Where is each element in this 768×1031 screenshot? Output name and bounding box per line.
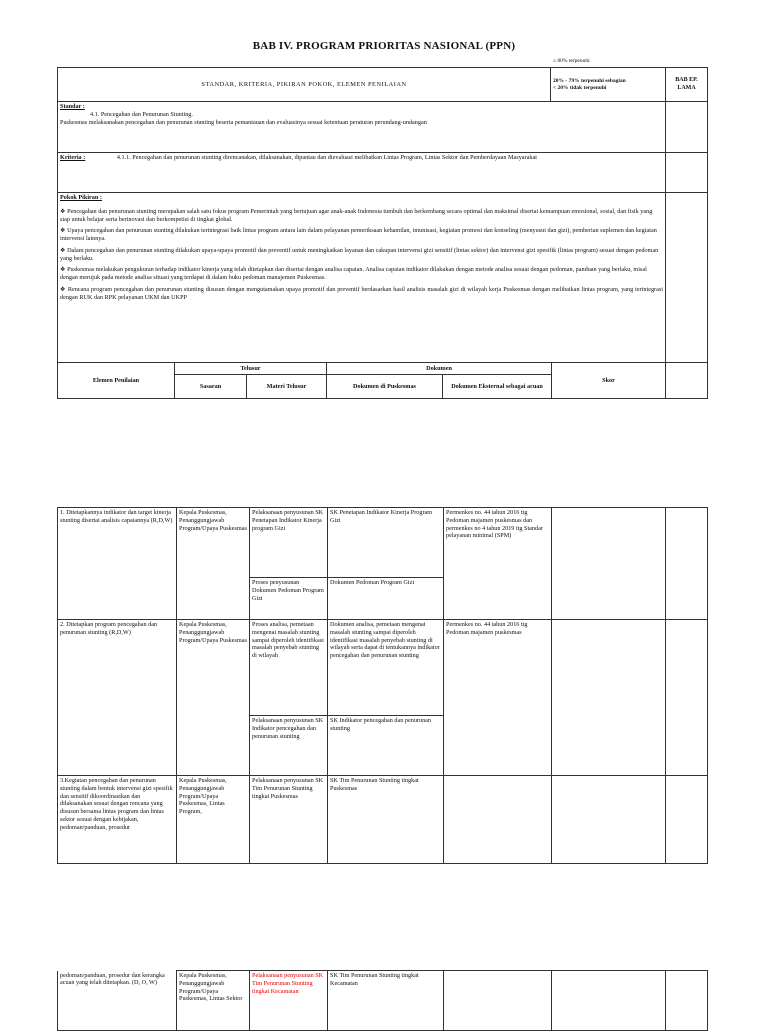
extra-3	[666, 776, 708, 864]
element-header-table	[57, 362, 708, 399]
materi-3a: Pelaksanaan penyusunan SK Tim Penurunan Stunting tingkat Puskesmas	[250, 776, 328, 864]
sasaran-2: Kepala Puskesmas, Penanggungjawab Program/Upaya Puskesmas	[177, 620, 250, 776]
skor-3	[552, 776, 666, 864]
kriteria-cell	[58, 153, 666, 193]
skor-1	[552, 508, 666, 620]
col-telusur: Telusur	[175, 363, 327, 375]
col-skor: Skor	[552, 363, 666, 399]
standar-empty	[666, 102, 708, 153]
pokok-empty	[666, 193, 708, 363]
standar-cell	[58, 102, 666, 153]
header-main: STANDAR, KRITERIA, PIKIRAN POKOK, ELEMEN PENILAIAN	[58, 68, 551, 102]
sasaran-1: Kepala Puskesmas, Penanggungjawab Program/Upaya Puskesmas	[177, 508, 250, 620]
col-dokumen: Dokumen	[327, 363, 552, 375]
pokok-point: ❖ Puskesmas melakukan pengukuran terhadap indikator kinerja yang telah ditetapkan dan disertai dengan analisa capaian. Analisa capaian indikator dilakukan dengan metode analisa sesuai dengan pedoman, panduan yang berlaku, misal dengan merujuk pada metode analisa situasi yang terdapat di dalam buku pedoman manajemen Puskesmas.	[60, 266, 647, 281]
materi-3b: Pelaksanaan penyusunan SK Tim Penurunan Stunting tingkat Kecamatan	[250, 971, 328, 1031]
document-title: BAB IV. PROGRAM PRIORITAS NASIONAL (PPN)	[252, 40, 516, 52]
dok-2a: Dokumen analisa, pemetaan mengenai masalah stunting sampai diperoleh identifikasi masalah penyebab stunting di wilayah serta dapat di tentukannya indikator pencegahan dan penurunan stunting	[328, 620, 444, 716]
legend-none: < 20% tidak terpenuhi	[553, 84, 607, 91]
element-rows-table	[57, 507, 708, 864]
legend-partial: 20% - 79% terpenuhi sebagian	[553, 77, 626, 84]
header-bab-ep: BAB EP. LAMA	[666, 68, 708, 102]
standar-text: Puskesmas melaksanakan pencegahan dan penurunan stunting beserta pemantauan dan evaluasinya sesuai ketentuan peraturan perundang-undangan	[60, 118, 427, 126]
pokok-point: ❖ Pencegahan dan penurunan stunting merupakan salah satu fokus program Pemerintah yang bertujuan agar anak-anak Indonesia tumbuh dan berkembang secara optimal dan maksimal disertai kemampuan emosional, sosial, dan fisik yang siap untuk belajar serta berinovasi dan berkompetisi di tingkat global.	[60, 207, 653, 223]
score-legend	[551, 68, 666, 102]
kriteria-text: 4.1.1. Pencegahan dan penurunan stunting direncanakan, dilaksanakan, dipantau dan dievaluasi melibatkan Lintas Program, Lintas Sektor dan Pemberdayaan Masyarakat	[116, 154, 537, 161]
ep-2: 2. Ditetapkan program pencegahan dan penurunan stunting (R,D,W)	[58, 620, 177, 776]
col-materi-telusur: Materi Telusur	[247, 375, 327, 399]
materi-2b: Pelaksanaan penyusunan SK Indikator pencegahan dan penurunan stunting	[250, 716, 328, 776]
col-extra	[666, 363, 708, 399]
extra-2	[666, 620, 708, 776]
pokok-point: ❖ Upaya pencegahan dan penurunan stunting dilakukan terintegrasi baik lintas program antara lain dalam pelayanan pemeriksaan kehamilan, imunisasi, kegiatan promosi dan konseling (menyusui dan gizi), pemberian suplemen dan kegiatan intervensi lainnya.	[60, 227, 657, 242]
pokok-point: ❖ Dalam pencegahan dan penurunan stunting dilakukan upaya-upaya promotif dan preventif untuk meningkatkan layanan dan cakupan intervensi gizi sensitif (lintas sektor) dan intervensi gizi spesifik (lintas program) sesuai dengan pedoman yang berlaku.	[60, 246, 659, 262]
ep-1: 1. Ditetapkannya indikator dan target kinerja stunting disertai analisis capaiannya (R,D,W)	[58, 508, 177, 620]
materi-1a: Pelaksanaan penyusunan SK Penetapan Indikator Kinerja program Gizi	[250, 508, 328, 578]
pokok-pikiran-cell	[58, 193, 666, 363]
extra-1	[666, 508, 708, 620]
dok-2b: SK Indikator pencegahan dan penurunan stunting	[328, 716, 444, 776]
continuation-table	[57, 970, 708, 1031]
ext-2: Permenkes no. 44 tahun 2016 ttg Pedoman majamen puskesmas	[444, 620, 552, 776]
ext-1: Permenkes no. 44 tahun 2016 ttg Pedoman majamen puskesmas dan permenkes no 4 tahun 2019 ttg Standar pelayanan minimal (SPM)	[444, 508, 552, 620]
ep-3-continued: pedoman/panduan, prosedur dan kerangka acuan yang telah ditetapkan. (D, O, W)	[58, 971, 177, 1031]
materi-1b: Proses penyusunan Dokumen Pedoman Program Gizi	[250, 578, 328, 620]
ep-3	[58, 776, 177, 864]
dok-1a: SK Penetapan Indikator Kinerja Program Gizi	[328, 508, 444, 578]
dok-1b: Dokumen Pedoman Program Gizi	[328, 578, 444, 620]
pokok-label: Pokok Pikiran :	[60, 194, 102, 201]
dok-3a: SK Tim Penurunan Stunting tingkat Puskesmas	[328, 776, 444, 864]
kriteria-label: Kriteria :	[60, 154, 86, 161]
col-dokumen-eksternal: Dokumen Eksternal sebagai acuan	[443, 375, 552, 399]
sasaran-3b: Kepala Puskesmas, Penanggungjawab Program/Upaya Puskesmas, Lintas Sektor	[177, 971, 250, 1031]
standar-item: 4.1. Pencegahan dan Penurunan Stunting.	[90, 110, 193, 118]
extra-3b	[666, 971, 708, 1031]
col-sasaran: Sasaran	[175, 375, 247, 399]
score-legend-full: ≥ 80% terpenuhi	[553, 58, 590, 64]
ext-3	[444, 776, 552, 864]
skor-3b	[552, 971, 666, 1031]
standard-table	[57, 67, 708, 363]
pokok-point: ❖ Rencana program pencegahan dan penurunan stunting disusun dengan mengutamakan upaya promotif dan preventif berdasarkan hasil analisis masalah gizi di wilayah kerja Puskesmas dengan melibatkan lintas program, yang terintegrasi dengan RUK dan RPK pelayanan UKM dan UKPP	[60, 285, 663, 301]
col-dokumen-puskesmas: Dokumen di Puskesmas	[327, 375, 443, 399]
kriteria-empty	[666, 153, 708, 193]
dok-3b: SK Tim Penurunan Stunting tingkat Kecamatan	[328, 971, 444, 1031]
materi-2a: Proses analisa, pemetaan mengenai masalah stunting sampai diperoleh identifikasi masalah penyebab stunting di wilayah	[250, 620, 328, 716]
ep-3-text: 3.Kegiatan pencegahan dan penurunan stunting dalam bentuk intervensi gizi spesifik dan sensitif dikoordinasikan dan dilaksanakan sesuai dengan rencana yang disusun bersama lintas program dan lintas sektor sesuai dengan kebijakan, pedoman/panduan, prosedur	[60, 777, 173, 831]
skor-2	[552, 620, 666, 776]
sasaran-3: Kepala Puskesmas, Penanggungjawab Program/Upaya Puskesmas, Lintas Program,	[177, 776, 250, 864]
standar-label: Standar :	[60, 103, 85, 110]
col-elemen-penilaian: Elemen Penilaian	[58, 363, 175, 399]
ext-3b	[444, 971, 552, 1031]
